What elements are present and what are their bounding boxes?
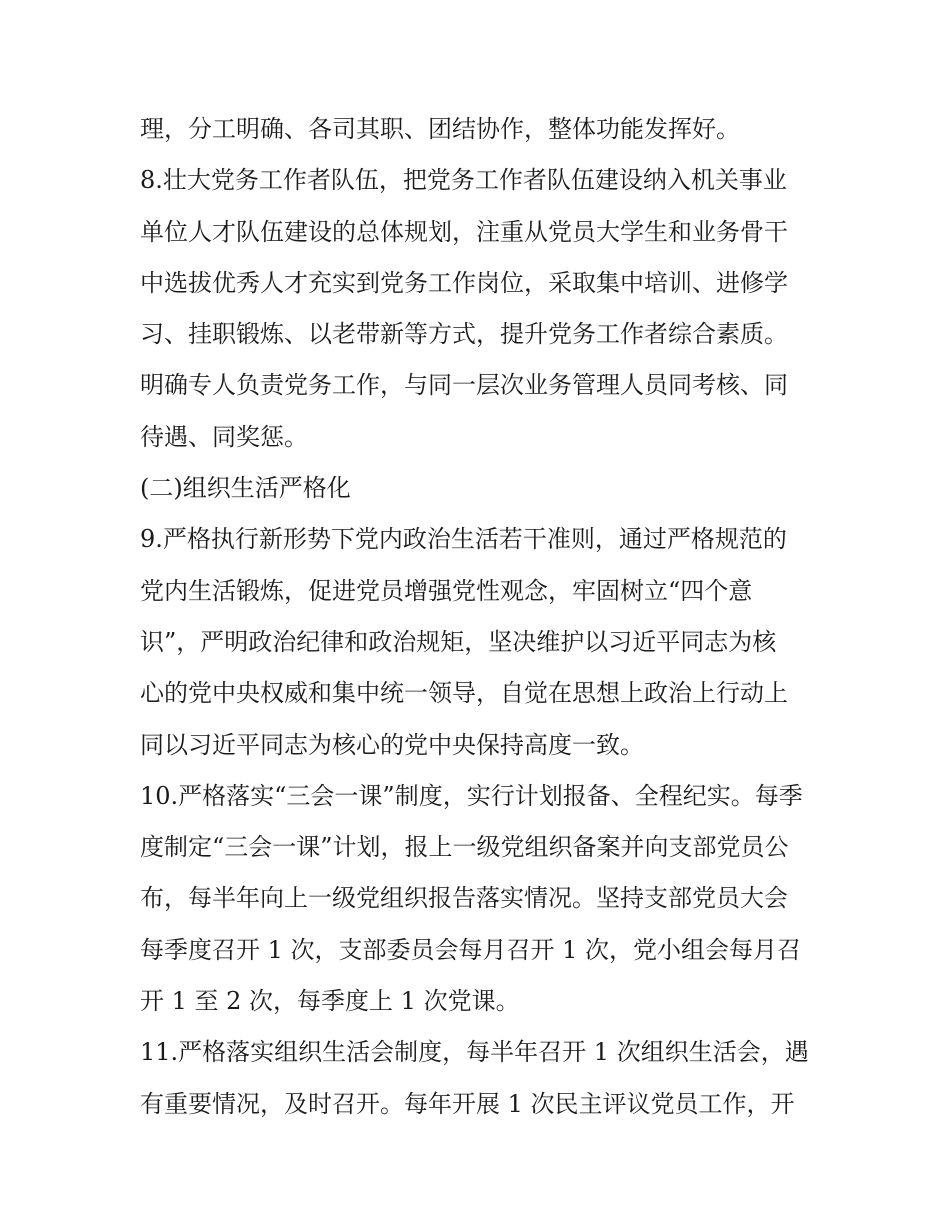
- text-line: 10.严格落实“三会一课”制度，实行计划报备、全程纪实。每季: [140, 781, 803, 810]
- text-line: 党内生活锻炼，促进党员增强党性观念，牢固树立“四个意: [140, 576, 753, 605]
- text-line: 识”，严明政治纪律和政治规矩，坚决维护以习近平同志为核: [140, 627, 777, 656]
- text-line: 中选拔优秀人才充实到党务工作岗位，采取集中培训、进修学: [140, 268, 788, 297]
- text-line: 理，分工明确、各司其职、团结协作，整体功能发挥好。: [140, 115, 740, 143]
- text-line: 同以习近平同志为核心的党中央保持高度一致。: [140, 730, 644, 759]
- text-line: 布，每半年向上一级党组织报告落实情况。坚持支部党员大会: [140, 884, 788, 913]
- text-line: 度制定“三会一课”计划，报上一级党组织备案并向支部党员公: [140, 833, 789, 862]
- text-line: 9.严格执行新形势下党内政治生活若干准则，通过严格规范的: [140, 525, 787, 554]
- text-line: 8.壮大党务工作者队伍，把党务工作者队伍建设纳入机关事业: [140, 166, 787, 195]
- text-line: 待遇、同奖惩。: [140, 422, 308, 451]
- text-line: 单位人才队伍建设的总体规划，注重从党员大学生和业务骨干: [140, 217, 788, 246]
- text-line: 心的党中央权威和集中统一领导，自觉在思想上政治上行动上: [140, 679, 788, 708]
- text-line: 11.严格落实组织生活会制度，每半年召开 1 次组织生活会，遇: [140, 1038, 809, 1067]
- text-line: 明确专人负责党务工作，与同一层次业务管理人员同考核、同: [140, 371, 788, 400]
- text-line: 有重要情况，及时召开。每年开展 1 次民主评议党员工作，开: [140, 1089, 795, 1118]
- document-body: [140, 104, 820, 1130]
- text-line: 习、挂职锻炼、以老带新等方式，提升党务工作者综合素质。: [140, 320, 788, 349]
- text-line: 开 1 至 2 次，每季度上 1 次党课。: [140, 987, 520, 1016]
- text-line: 每季度召开 1 次，支部委员会每月召开 1 次，党小组会每月召: [140, 935, 802, 964]
- section-heading: (二)组织生活严格化: [140, 474, 351, 503]
